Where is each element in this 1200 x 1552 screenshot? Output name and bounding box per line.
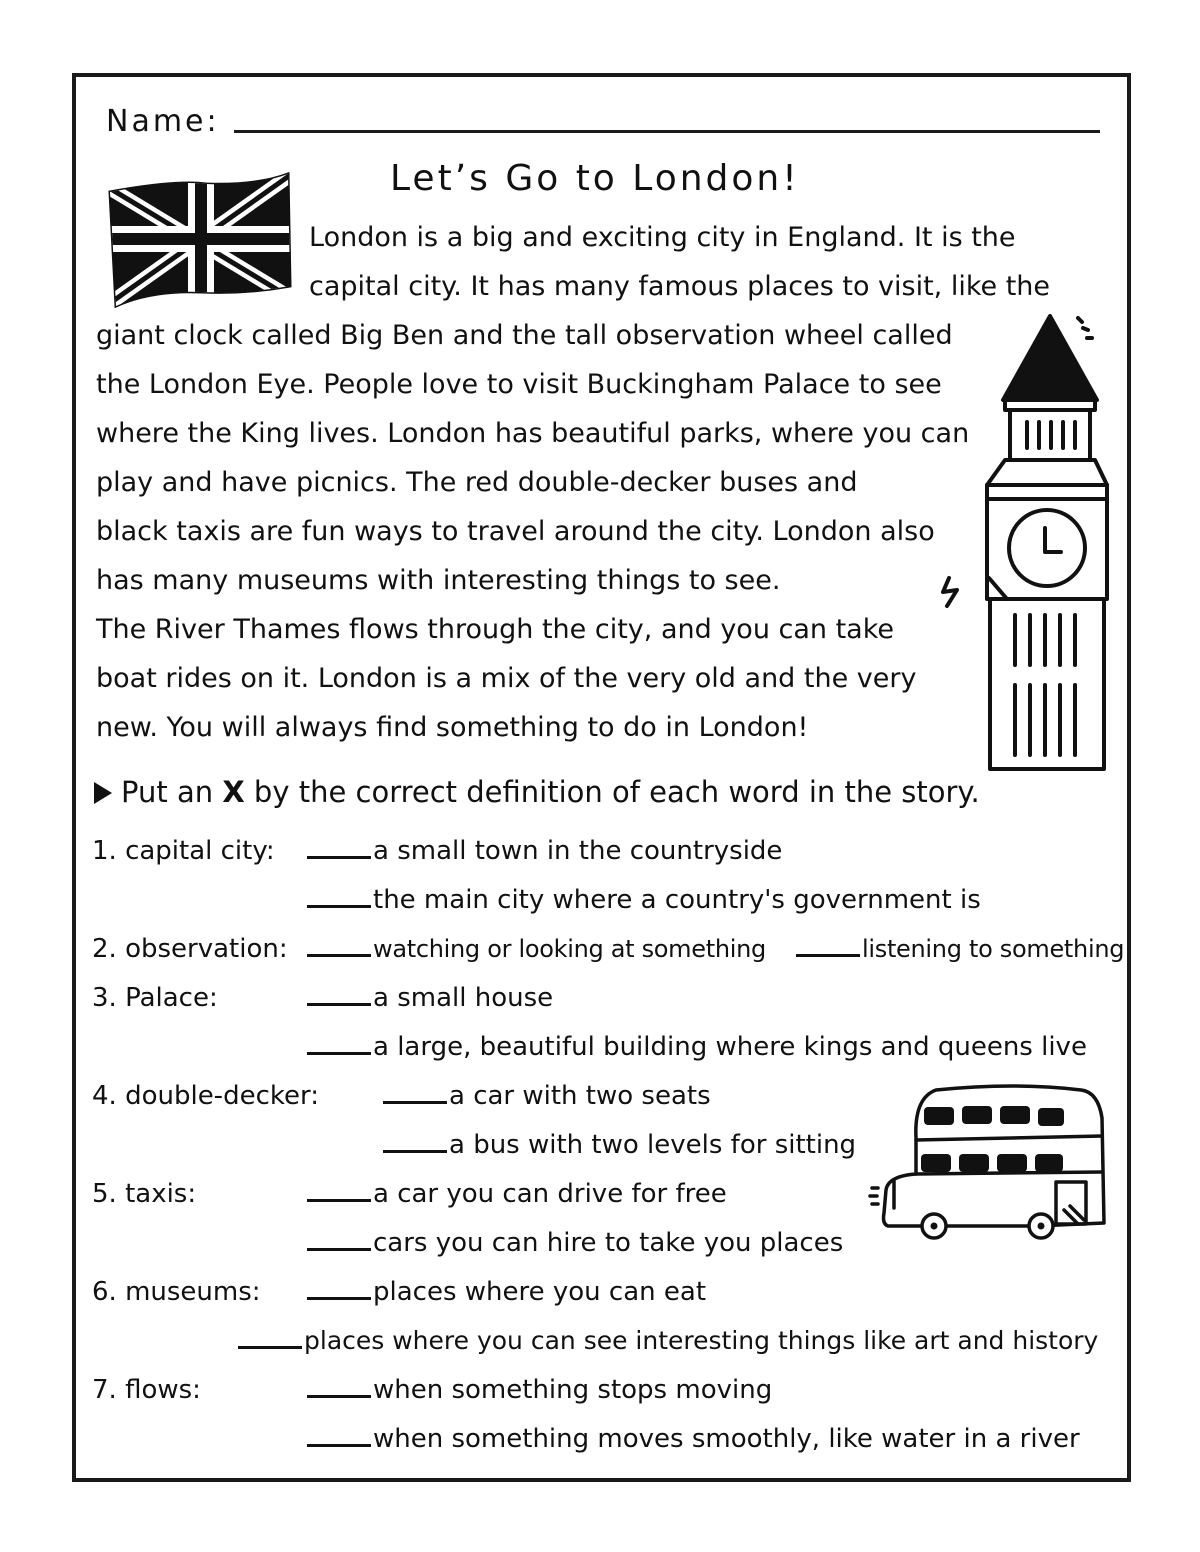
name-label: Name: [106, 104, 220, 139]
answer-blank[interactable] [307, 905, 371, 908]
answer-option[interactable]: when something stops moving [307, 1373, 772, 1407]
answer-blank[interactable] [307, 856, 371, 859]
answer-blank[interactable] [307, 1297, 371, 1300]
answer-blank[interactable] [307, 1248, 371, 1251]
answer-option[interactable]: the main city where a country's government is [307, 883, 981, 917]
play-arrow-icon [94, 782, 112, 804]
question-label: 3. Palace: [92, 983, 218, 1013]
answer-blank[interactable] [307, 1052, 371, 1055]
answer-blank[interactable] [307, 1199, 371, 1202]
question-label: 5. taxis: [92, 1179, 197, 1209]
story-line: new. You will always find something to do in London! [96, 712, 809, 743]
answer-option[interactable]: a car you can drive for free [307, 1177, 727, 1211]
answer-option[interactable]: watching or looking at something [307, 932, 766, 966]
answer-option[interactable]: when something moves smoothly, like water in a river [307, 1422, 1080, 1456]
big-ben-icon [935, 310, 1120, 775]
answer-option[interactable]: listening to something [796, 932, 1124, 966]
answer-blank[interactable] [307, 1444, 371, 1447]
answer-option[interactable]: cars you can hire to take you places [307, 1226, 843, 1260]
answer-option[interactable]: a bus with two levels for sitting [383, 1128, 856, 1162]
answer-option[interactable]: a large, beautiful building where kings and queens live [307, 1030, 1087, 1064]
answer-blank[interactable] [307, 1395, 371, 1398]
story-line: London is a big and exciting city in England. It is the [309, 222, 1016, 253]
double-decker-bus-icon [866, 1078, 1111, 1248]
story-line: capital city. It has many famous places to visit, like the [309, 271, 1051, 302]
answer-blank[interactable] [796, 954, 860, 957]
answer-option[interactable]: a car with two seats [383, 1079, 711, 1113]
story-line: has many museums with interesting things to see. [96, 565, 781, 596]
story-line: where the King lives. London has beautiful parks, where you can [96, 418, 970, 449]
question-label: 4. double-decker: [92, 1081, 319, 1111]
answer-option[interactable]: a small house [307, 981, 553, 1015]
question-label: 6. museums: [92, 1277, 261, 1307]
story-line: giant clock called Big Ben and the tall observation wheel called [96, 320, 953, 351]
answer-option[interactable]: places where you can eat [307, 1275, 706, 1309]
answer-blank[interactable] [238, 1346, 302, 1349]
page-title: Let’s Go to London! [390, 158, 800, 199]
union-jack-flag-icon [106, 166, 296, 311]
instructions: Put an X by the correct definition of each word in the story. [94, 775, 980, 809]
question-label: 7. flows: [92, 1375, 201, 1405]
question-label: 2. observation: [92, 934, 288, 964]
answer-blank[interactable] [307, 1003, 371, 1006]
answer-blank[interactable] [383, 1101, 447, 1104]
answer-option[interactable]: places where you can see interesting things like art and history [238, 1324, 1098, 1358]
story-line: the London Eye. People love to visit Buckingham Palace to see [96, 369, 942, 400]
answer-blank[interactable] [307, 954, 371, 957]
story-line: boat rides on it. London is a mix of the very old and the very [96, 663, 917, 694]
answer-blank[interactable] [383, 1150, 447, 1153]
story-line: black taxis are fun ways to travel around the city. London also [96, 516, 935, 547]
answer-option[interactable]: a small town in the countryside [307, 834, 782, 868]
question-label: 1. capital city: [92, 836, 275, 866]
story-line: The River Thames flows through the city, and you can take [96, 614, 895, 645]
story-line: play and have picnics. The red double-decker buses and [96, 467, 858, 498]
name-field-line[interactable] [234, 130, 1100, 133]
